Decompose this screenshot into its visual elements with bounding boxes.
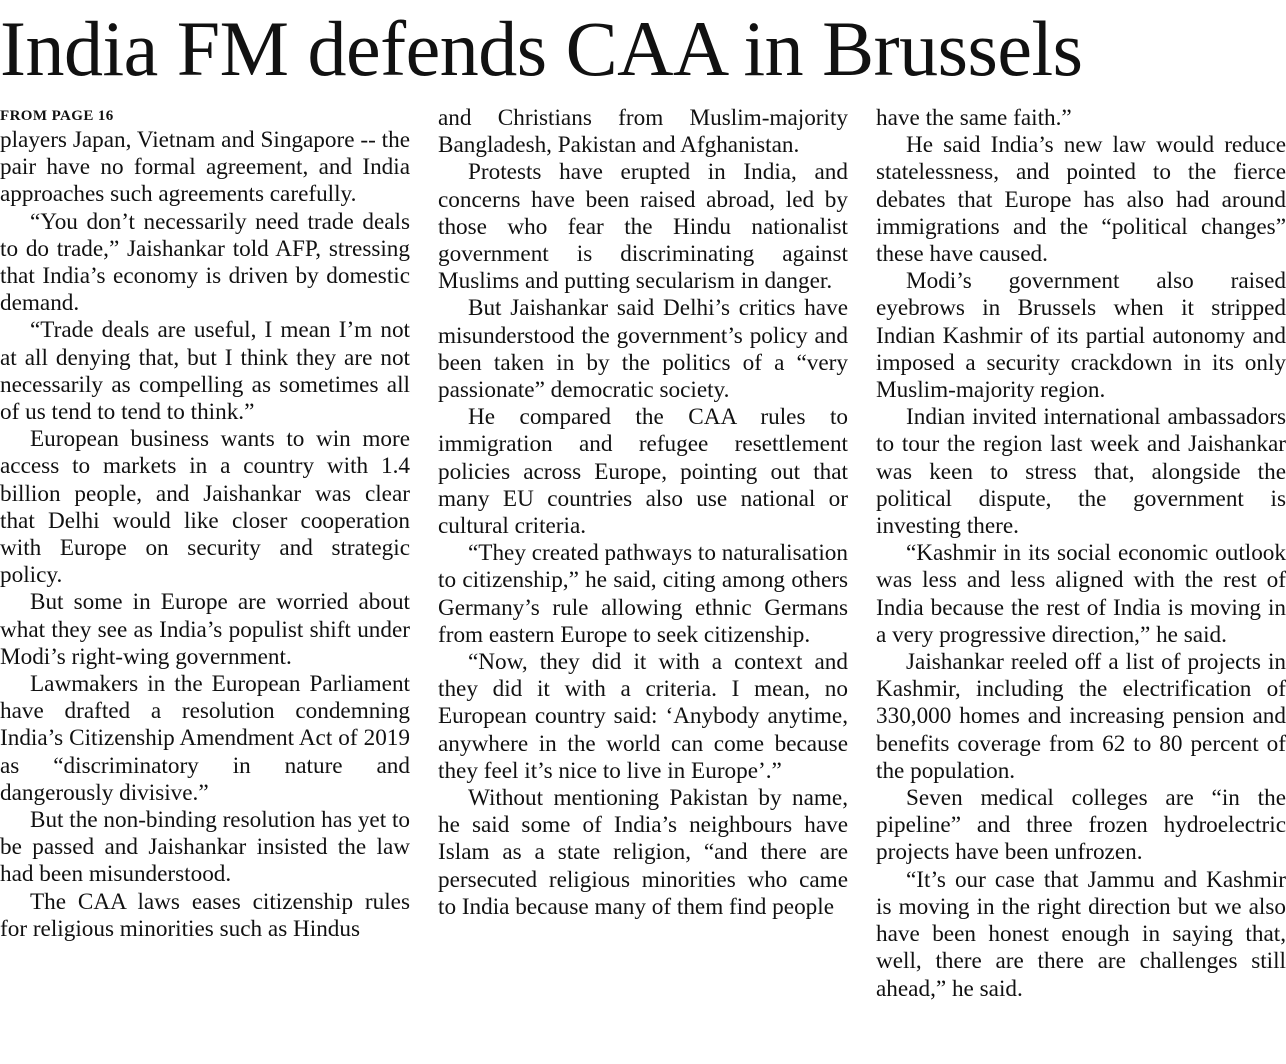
paragraph: Modi’s government also raised eyebrows in Brussels when it stripped Indian Kashmir of its partial autonomy and imposed a security crackdown in its only Muslim-majority region. bbox=[876, 268, 1286, 404]
paragraph: Protests have erupted in India, and concerns have been raised abroad, led by those who fear the Hindu nationalist government is discriminating against Muslims and putting secularism in danger. bbox=[438, 159, 848, 295]
paragraph: have the same faith.” bbox=[876, 105, 1072, 131]
paragraph: Without mentioning Pakistan by name, he said some of India’s neighbours have Islam as a state religion, “and there are persecuted religious minorities who came to India because many of them find people bbox=[438, 785, 848, 920]
paragraph: “Now, they did it with a context and they did it with a criteria. I mean, no European country said: ‘Anybody anytime, anywhere in the world can come because they feel it’s nice to live in Europe’.” bbox=[438, 649, 848, 784]
paragraph: But the non-binding resolution has yet to be passed and Jaishankar insisted the law had been misunderstood. bbox=[0, 807, 410, 888]
paragraph: But Jaishankar said Delhi’s critics have misunderstood the government’s policy and been taken in by the politics of a “very passionate” democratic society. bbox=[438, 295, 848, 404]
paragraph: “They created pathways to naturalisation to citizenship,” he said, citing among others Germany’s rule allowing ethnic Germans from eastern Europe to seek citizenship. bbox=[438, 540, 848, 648]
article-column-3 bbox=[876, 105, 1286, 1003]
headline: India FM defends CAA in Brussels bbox=[0, 5, 1083, 92]
paragraph: He said India’s new law would reduce statelessness, and pointed to the fierce debates that Europe has also had around immigrations and the “political changes” these have caused. bbox=[876, 132, 1286, 268]
paragraph: Seven medical colleges are “in the pipeline” and three frozen hydroelectric projects have been unfrozen. bbox=[876, 785, 1286, 866]
continuation-label: FROM PAGE 16 bbox=[0, 108, 114, 124]
paragraph: Indian invited international ambassadors to tour the region last week and Jaishankar was keen to stress that, alongside the political dispute, the government is investing there. bbox=[876, 404, 1286, 540]
article-column-1 bbox=[0, 105, 410, 943]
paragraph: “Trade deals are useful, I mean I’m not at all denying that, but I think they are not necessarily as compelling as sometimes all of us tend to tend to think.” bbox=[0, 317, 410, 426]
paragraph: The CAA laws eases citizenship rules for religious minorities such as Hindus bbox=[0, 888, 410, 942]
paragraph: “It’s our case that Jammu and Kashmir is moving in the right direction but we also have been honest enough in saying that, well, there are there are challenges still ahead,” he said. bbox=[876, 866, 1286, 1002]
paragraph: European business wants to win more access to markets in a country with 1.4 billion people, and Jaishankar was clear that Delhi would like closer cooperation with Europe on security and strategic policy. bbox=[0, 426, 410, 589]
paragraph: players Japan, Vietnam and Singapore -- the pair have no formal agreement, and India approaches such agreements carefully. bbox=[0, 127, 410, 208]
paragraph: But some in Europe are worried about what they see as India’s populist shift under Modi’s right-wing government. bbox=[0, 589, 410, 670]
paragraph: “Kashmir in its social economic outlook was less and less aligned with the rest of India because the rest of India is moving in a very progressive direction,” he said. bbox=[876, 540, 1286, 648]
paragraph: Lawmakers in the European Parliament have drafted a resolution condemning India’s Citizenship Amendment Act of 2019 as “discriminatory in nature and dangerously divisive.” bbox=[0, 671, 410, 806]
paragraph: He compared the CAA rules to immigration and refugee resettlement policies across Europe, pointing out that many EU countries also use national or cultural criteria. bbox=[438, 404, 848, 540]
article-column-2 bbox=[438, 105, 848, 921]
paragraph: Jaishankar reeled off a list of projects in Kashmir, including the electrification of 330,000 homes and increasing pension and benefits coverage from 62 to 80 percent of the population. bbox=[876, 649, 1286, 784]
paragraph: “You don’t necessarily need trade deals to do trade,” Jaishankar told AFP, stressing that India’s economy is driven by domestic demand. bbox=[0, 208, 410, 317]
paragraph: and Christians from Muslim-majority Bangladesh, Pakistan and Afghanistan. bbox=[438, 105, 848, 159]
